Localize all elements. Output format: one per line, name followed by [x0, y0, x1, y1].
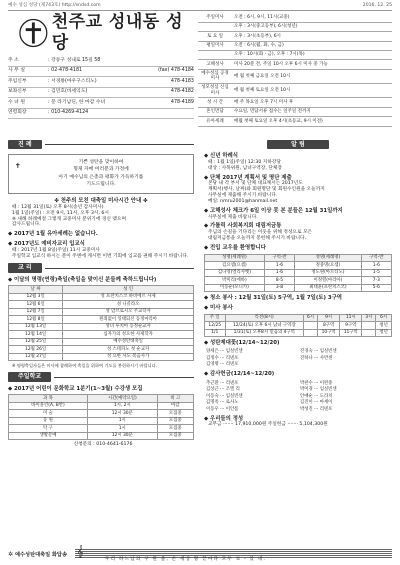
contact-row — [8, 109, 194, 120]
table-header-row — [205, 314, 392, 322]
mass-desc: 매 월 첫째 토요일 오전 10시 — [232, 84, 392, 98]
table-header-cell: 6시 — [304, 314, 318, 322]
mass-desc: 미사 20분 전, 주일 10시 오후 6시 미사 중 가능 — [232, 60, 392, 69]
table-cell: 7-3 — [361, 277, 391, 285]
table-cell: 미 술 — [9, 410, 88, 418]
mass-day: 토 요 일 — [198, 32, 232, 41]
table-cell: 안애순 ··· 도라치 — [300, 393, 333, 399]
table-cell: 12월 6일 — [9, 301, 63, 309]
table-cell: 모집중 — [157, 432, 193, 440]
feast-heading: ◆ 이달의 명령(연령)축일(축일을 맞이신 분들께 축하드립니다) — [8, 276, 157, 283]
table-cell: 박미경 ··· 임실빈센 — [300, 387, 337, 393]
table-cell: 12/25 — [205, 322, 226, 330]
table-cell: 성 스테파노 첫 순교자 — [63, 346, 194, 354]
notice-heading: ◆ 단체 2017년 계획서 및 명단 제출 — [204, 174, 292, 181]
table-row — [9, 293, 194, 301]
contact-fax: 478-4182 — [170, 89, 194, 95]
prayer-box — [8, 154, 194, 194]
mass-desc: 수요일, 면담서류 접수는 일주일 전까지 — [232, 107, 392, 116]
table-cell: 진경숙 ··· 임실빈센 — [300, 349, 337, 355]
table-row — [205, 262, 392, 270]
table-cell: 1/31(토) 오후8시 믿음의 4구역 — [225, 329, 304, 337]
contact-key: 수 녀 원 — [8, 99, 25, 105]
notice-line: 감사드립니다. — [12, 222, 41, 228]
table-row — [9, 301, 194, 309]
table-row — [204, 406, 392, 413]
table-header-cell: 날 짜 — [9, 286, 63, 294]
table-cell: 12시 30분 — [87, 410, 157, 418]
table-cell: 김요셉(요셉) — [205, 262, 265, 270]
mass-row — [198, 13, 392, 22]
table-cell: 12월 8일 — [9, 316, 63, 324]
table-cell: 정도원(마르티노) — [295, 269, 362, 277]
table-cell: 이동순(모니카) — [205, 284, 265, 292]
table-row — [9, 308, 194, 316]
psalm-lyric: 우리 하느님의 구 원 을, 온 세상 땅 끝마다 모두 보 - 았 네. — [104, 557, 267, 563]
notice-text: 주님의 손길을 기다리는 이웃을 위해 정성으로 모은 — [208, 230, 313, 236]
table-cell: 진하나 ··· 사반센 — [300, 355, 333, 361]
prayer-line: 기쁜 성탄을 맞이하여 — [78, 160, 124, 165]
section-label: 진 례 — [8, 140, 42, 150]
table-row — [9, 338, 194, 346]
thanks-table — [204, 380, 392, 413]
section-gyori — [8, 263, 194, 274]
mass-day: 혼인면담 — [198, 107, 232, 116]
table-cell — [304, 322, 318, 330]
table-cell: 십자가의 성요한 사제학자 — [63, 331, 194, 339]
table-cell: 3-8 — [264, 284, 294, 292]
table-cell: 1-6 — [264, 269, 294, 277]
table-cell: 김영명 ··· 리넨포 — [206, 362, 239, 368]
table-header-row — [9, 286, 194, 294]
notice-text: 메일: nmru2001@hanmail.net — [208, 198, 278, 204]
table-cell: 1시, 2시 — [87, 402, 157, 410]
table-cell: 생활문예 — [9, 432, 88, 440]
table-cell: 12월 27일 — [9, 353, 63, 361]
issue-date: 2016. 12. 25 — [362, 3, 392, 8]
logo-row — [8, 13, 194, 53]
mass-desc: 매 월 첫째 금요일 오전 10시 — [232, 69, 392, 83]
prayer-line: 형제 자매 여러분과 가정에 — [73, 167, 129, 173]
section-label: 주일학교 — [8, 372, 51, 382]
notice-heading: ◆ 신년 하례식 — [204, 153, 238, 159]
mass-desc: 오후 : 3시(중고등부), 6시(청년) — [232, 22, 392, 31]
table-cell: 정중명(요셉) — [295, 262, 362, 270]
music-staff — [75, 545, 392, 563]
prayer-line: 아기 예수님의 은총과 평화가 가득하기를 — [58, 174, 144, 180]
notice-text: 사무실에 제출 바랍니다. — [208, 214, 258, 220]
mass-desc: 매월 첫째 토요일 오후 4시(초등교, 9시 이전) — [232, 117, 392, 126]
contact-key: 연령회장 — [8, 110, 27, 116]
notice-heading: ◆ 고해성사 체크가 6일 이상 못 본 분들은 12월 31일까지 — [204, 207, 343, 214]
mass-row — [198, 51, 392, 60]
table-cell: 양세은 ··· 임실빈센 — [206, 349, 243, 355]
mass-day: 고해성사 — [198, 60, 232, 69]
table-header-cell: 3시 — [362, 314, 376, 322]
contact-key: 주 소 — [8, 57, 19, 63]
table-cell: 김진이 ··· 마세이 — [300, 400, 333, 406]
table-cell: 모집중 — [157, 410, 193, 418]
table-cell — [362, 329, 376, 337]
notice-text: 사무실에 제출해 주시기 바랍니다. — [208, 193, 278, 198]
thanks-heading: ◆ 감사헌금(12/14~12/20) — [204, 371, 275, 378]
mass-row — [198, 41, 392, 50]
table-cell: 이동우 ··· 이안톰 — [206, 406, 239, 412]
table-header-cell: 성 인 — [63, 286, 194, 294]
mass-row — [198, 60, 392, 69]
section-label: 알 림 — [267, 140, 329, 150]
contact-row — [8, 67, 194, 78]
table-cell: 1-6 — [264, 262, 294, 270]
parish-title: 천주교 성내동 성당 — [51, 11, 184, 53]
table-row — [204, 362, 392, 369]
table-row — [9, 402, 194, 410]
mass-day: 주일미사 — [198, 13, 232, 22]
mass-desc: 오후 : 3시(초등부), 6시 — [232, 32, 392, 41]
table-cell: 박성진 ··· 리넨포 — [300, 406, 333, 412]
mass-day: 성모성심 신심미사 — [198, 84, 232, 98]
table-cell: 9구역 — [340, 322, 362, 330]
notice-line: ※ 새해 하례예절 그렇게 교중미사 분위기에 경신 맺으며 — [12, 216, 126, 222]
news-text: 주일학교 입교식 하시는 분이 주변에 계시면 이번 기회에 입교를 권해 주시기 바랍니다. — [12, 253, 189, 259]
table-header-cell: 시간(예약요일) — [87, 395, 157, 403]
psalm-label: 예수성탄대축일 화답송 — [15, 551, 67, 558]
contact-value: : 010-4269-4124 — [48, 110, 89, 116]
table-row — [205, 277, 392, 285]
right-items — [204, 153, 392, 252]
table-cell: 5-6 — [361, 284, 391, 292]
notice-text: 때 : 1월 1일(주일) 12:30 지하강당 — [208, 159, 281, 165]
table-cell: 11구역 — [340, 329, 362, 337]
table-cell: 12월 7일 — [9, 308, 63, 316]
notice-line: 때 : 12월 31일(토) 오후 8시(송년 감사미사) — [12, 204, 104, 210]
notice-title: ✤ 천주의 모친 대축일 미사시간 안내 ✤ — [54, 198, 148, 204]
parish-header — [8, 13, 194, 135]
contact-value: : 서경룡(마우구스티노) — [48, 78, 97, 84]
contact-value: : 문 라기남딘, 한 마감 수녀 — [48, 99, 106, 105]
table-cell: 김정수 ··· 리넨포 — [206, 355, 239, 361]
feast-note: ※ 명령축일자들은 미사에 참례하여 축일을 위하여 기도를 봉헌하시기 바랍니다. — [12, 363, 157, 369]
mass-desc: 오전 : 6시, 9시, 11시(교중) — [232, 13, 392, 22]
issue-info: 예수 성심 성당 (제743호) http://sndsd.com — [8, 3, 101, 8]
mass-row — [198, 84, 392, 98]
table-cell: 이정렬(마리아) — [295, 277, 362, 285]
mass-day: 평일미사 — [198, 41, 232, 50]
table-header-cell: 주 일 — [205, 314, 226, 322]
table-row — [9, 346, 194, 354]
table-header-cell: 11시 — [340, 314, 362, 322]
transfer-table — [204, 254, 392, 293]
contact-fax: 478-4189 — [170, 99, 194, 105]
contact-row — [8, 88, 194, 99]
table-row — [9, 353, 194, 361]
table-cell: 김상근 ··· 조엘 리 — [206, 387, 240, 393]
star-icon: ✲ — [8, 551, 14, 559]
news-heading: ◆ 2017년 1월 유아세례는 없습니다. — [8, 231, 98, 238]
table-cell: 성 프란치스코 하비에르 사제 — [63, 293, 194, 301]
mass-desc: 오후 : 10시(화 · 금), 오후 : 7시(목) — [232, 51, 392, 60]
table-cell: 추근환 ··· 리넨포 — [206, 380, 239, 386]
notice-text: 대림저금통을 오늘까지 봉헌해 주시기 바랍니다. — [208, 236, 307, 241]
table-row — [205, 329, 392, 337]
table-header-cell: 성명(세례명) — [205, 254, 265, 262]
section-jinrye — [8, 139, 194, 150]
section-school — [8, 372, 194, 383]
mass-row — [198, 107, 392, 116]
mass-desc: 매 주 목요일 오후 7시 미사 후 — [232, 98, 392, 107]
table-cell: 모집중 — [157, 425, 193, 433]
table-header-cell: 구역-반 — [264, 254, 294, 262]
table-cell — [362, 322, 376, 330]
table-header-cell: 6시 — [376, 314, 392, 322]
table-cell: 성 암브로시오 주교학자 — [63, 308, 194, 316]
contact-value: : 김민호(바세익도) — [48, 89, 88, 95]
mission-table — [204, 314, 392, 338]
table-cell: 마감 — [157, 402, 193, 410]
table-cell: 12/24(토) 오후 6시 남녀 구역장 — [225, 322, 304, 330]
table-cell: 청년 — [376, 329, 392, 337]
table-row — [9, 331, 194, 339]
contact-row — [8, 56, 194, 67]
section-album — [204, 139, 392, 150]
table-cell: 1시 — [87, 417, 157, 425]
table-row — [9, 316, 194, 324]
table-cell: 12월 14일 — [9, 331, 63, 339]
mass-desc: 오전 : 6시(월, 화, 수, 금) — [232, 41, 392, 50]
table-cell: 김명옥 ··· 로사노 — [206, 400, 239, 406]
table-cell: 1시 — [87, 425, 157, 433]
table-cell: 12월 25일 — [9, 338, 63, 346]
table-cell: 탁 구 — [9, 425, 88, 433]
mass-day: 유아세례 — [198, 117, 232, 126]
mass-row — [198, 32, 392, 41]
mass-row — [198, 69, 392, 83]
section-label: 교 리 — [8, 263, 42, 273]
table-header-row — [9, 395, 194, 403]
notice-line: 1월 1일(주일) : 오전 9시, 11시, 오후 3시, 6시 — [12, 210, 109, 216]
table-row — [9, 323, 194, 331]
table-header-cell: 구역-반 — [361, 254, 391, 262]
table-cell: 10구역 — [318, 329, 340, 337]
cross-logo-icon — [18, 17, 49, 49]
table-cell: 12월 3일 — [9, 293, 63, 301]
table-cell: 박관수 ··· 이완중 — [300, 380, 333, 386]
cleaning-line: ◆ 청소 봉사 : 12월 31일(토) 5구역, 1월 7일(토) 3구역 — [204, 295, 343, 302]
table-cell: 모집중 — [157, 417, 193, 425]
school-phone: 신청문의 : 010-4641-6176 — [73, 442, 133, 448]
table-header-cell: 9시 — [318, 314, 340, 322]
left-news — [8, 231, 194, 259]
prayer-line: 기도드립니다. — [86, 182, 116, 188]
mass-day — [198, 51, 232, 60]
mass-day: 성 시 간 — [198, 98, 232, 107]
table-header-cell: 성명(세례명) — [295, 254, 362, 262]
school-heading: ◆ 2017년 어린이 문화학교 1분기(1~3월) 수강생 모집 — [8, 385, 143, 392]
table-cell: 1-6 — [361, 262, 391, 270]
news-text: 때 : 2017년 1월 8일(주일) 11시 교중미사 — [12, 247, 100, 253]
top-line — [8, 3, 392, 11]
table-cell: 예수성탄대축일 — [63, 338, 194, 346]
table-row — [9, 417, 194, 425]
contact-fax: (fax) 478-4184 — [158, 68, 194, 74]
mass-row — [198, 98, 392, 107]
table-header-cell: 과 목 — [9, 395, 88, 403]
table-row — [9, 432, 194, 440]
table-cell: 12월 26일 — [9, 346, 63, 354]
table-cell: 8-5 — [264, 277, 294, 285]
table-cell: 1/1 — [205, 329, 226, 337]
left-column — [8, 136, 194, 448]
notice-text: 계획서(행사, 날짜)와 회원명단 및 회원수인원을 오늘까지 — [208, 187, 325, 193]
notice-text: 대상 : 사목위원, 남녀구역장, 단체장 — [208, 165, 282, 171]
contact-key: 주임신부 — [8, 78, 27, 84]
table-cell: 원죄없이 잉태되신 동정마리아 — [63, 316, 194, 324]
table-cell — [304, 329, 318, 337]
gift-table — [204, 349, 392, 369]
contact-row — [8, 98, 194, 109]
table-cell: 8구역 — [318, 322, 340, 330]
cross-icon: ✝ — [15, 162, 21, 170]
table-cell: 1-5 — [361, 269, 391, 277]
table-cell: 박미리(에바) — [205, 277, 265, 285]
table-header-cell: 비 고 — [157, 395, 193, 403]
table-row — [9, 425, 194, 433]
table-cell: 최대윤(프란치스코) — [295, 284, 362, 292]
treble-clef-icon: 𝄞 — [76, 545, 84, 558]
offering-line: 교무금 ······· 17,910,000원 주일헌금 ······· 5,104,300원 — [208, 422, 328, 428]
contact-value: : 강동구 성내로 15길 58 — [48, 57, 101, 63]
mass-row — [198, 22, 392, 31]
class-table — [8, 394, 194, 440]
feast-table — [8, 285, 194, 361]
mass-schedule-table — [198, 13, 392, 127]
contact-key: 사 무 실 — [8, 68, 25, 74]
mass-row — [198, 117, 392, 126]
table-row — [205, 284, 392, 292]
table-cell: 김나영(엘리사벳) — [205, 269, 265, 277]
table-row — [9, 410, 194, 418]
contact-value: : 02-478-4181 — [48, 68, 83, 74]
news-heading: ◆ 2017년도 예비자교리 입교식 — [8, 241, 85, 247]
table-cell: 청년 — [376, 322, 392, 330]
mission-heading: ◆ 미사 봉사 — [204, 304, 233, 311]
table-cell — [298, 362, 392, 369]
table-row — [205, 269, 392, 277]
footer-band — [8, 545, 392, 563]
table-cell: 이동숙 ··· 임실빈센 — [206, 393, 243, 399]
table-cell: 12월 13일 — [9, 323, 63, 331]
table-cell: 12시 30분 — [87, 432, 157, 440]
table-row — [205, 322, 392, 330]
notice-text: 본당 내 각 부서 및 단체 대표께서는 2017년도 — [208, 181, 303, 187]
contact-key: 보좌신부 — [8, 89, 27, 95]
notice-lines — [8, 205, 194, 229]
right-column — [204, 136, 392, 428]
notice-heading: ◆ 가톨릭 사회복지회 대림저금통 — [204, 223, 282, 230]
table-cell: 성녀 루치아 동정순교자 — [63, 323, 194, 331]
contact-row — [8, 77, 194, 88]
table-header-row — [205, 254, 392, 262]
table-cell: 동 원 — [9, 417, 88, 425]
contact-fax: 478-4183 — [170, 78, 194, 84]
table-cell: 성 요한 사도 복음사가 — [63, 353, 194, 361]
notice-heading: ◆ 전입 교우를 환영합니다 — [204, 244, 266, 251]
contact-list — [8, 56, 194, 119]
gift-heading: ◆ 성탄제대꽃(12/14~12/20) — [204, 340, 280, 347]
mass-day — [198, 22, 232, 31]
table-header-cell: 특전(8시) — [225, 314, 304, 322]
mass-day: 예수성심 공경미사 — [198, 69, 232, 83]
offering-heading: ◆ 우리들의 정성 — [204, 415, 244, 422]
table-cell: 성 니콜라오 — [63, 301, 194, 309]
table-cell: 바이올린(A, B반) — [9, 402, 88, 410]
